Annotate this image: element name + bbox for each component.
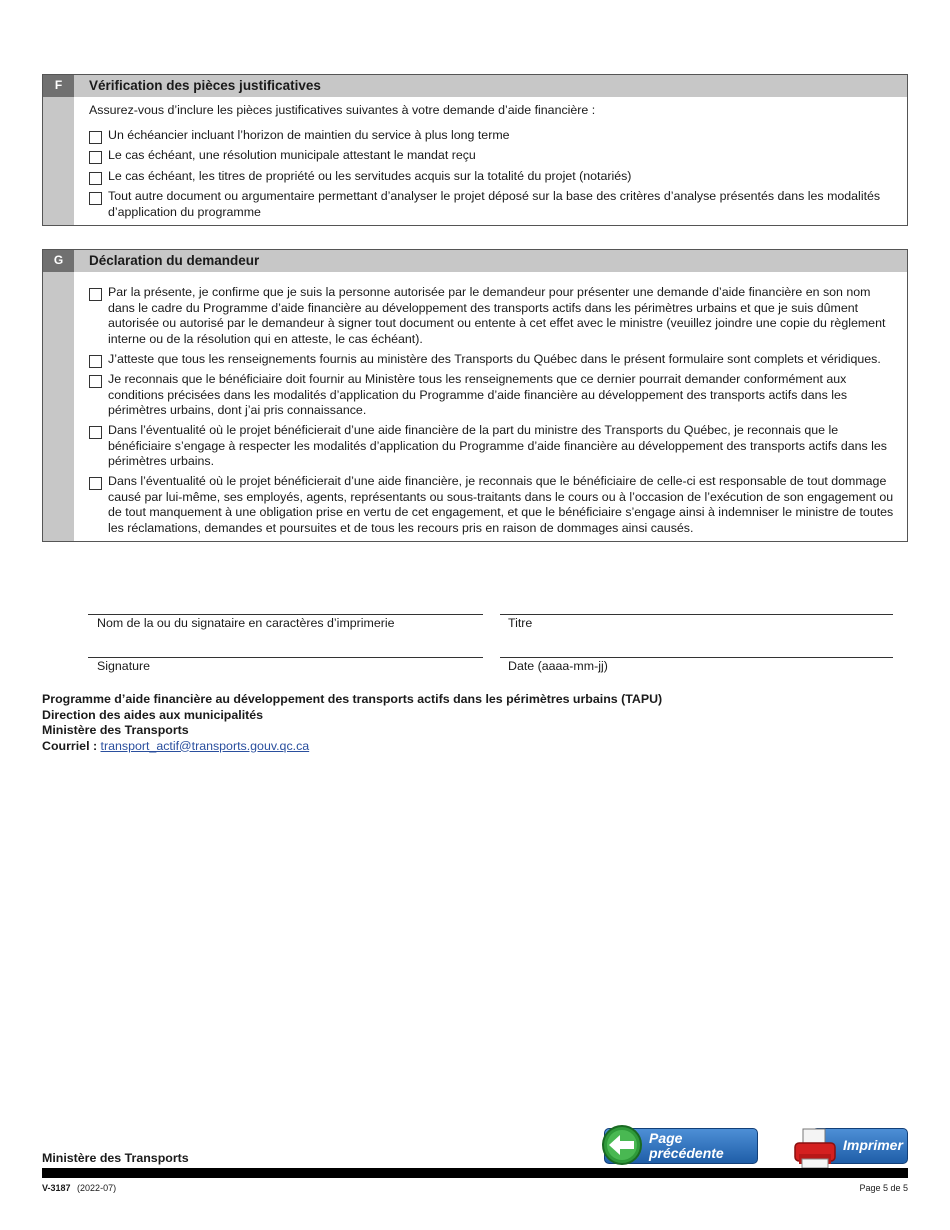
email-row bbox=[42, 739, 662, 755]
signatory-name-label: Nom de la ou du signataire en caractères d’imprimerie bbox=[97, 616, 395, 630]
checkbox[interactable] bbox=[89, 477, 102, 490]
checklist-item-label: Le cas échéant, les titres de propriété ou les servitudes acquis sur la totalité du projet (notariés) bbox=[108, 169, 632, 183]
ministry-name: Ministère des Transports bbox=[42, 723, 189, 737]
checkbox[interactable] bbox=[89, 151, 102, 164]
program-name: Programme d’aide financière au développement des transports actifs dans les périmètres urbains (TAPU) bbox=[42, 692, 663, 706]
checklist-item bbox=[89, 128, 897, 144]
checklist-item-label: Un échéancier incluant l’horizon de maintien du service à plus long terme bbox=[108, 128, 510, 142]
checkbox[interactable] bbox=[89, 192, 102, 205]
checklist-item-label: Tout autre document ou argumentaire permettant d’analyser le projet déposé sur la base des critères d’analyse présentés dans les modalités d’application du programme bbox=[108, 189, 881, 219]
checklist-item bbox=[89, 189, 897, 220]
section-f-letter: F bbox=[43, 75, 74, 97]
footer-bar bbox=[42, 1168, 908, 1178]
declaration-item bbox=[89, 372, 897, 419]
checkbox[interactable] bbox=[89, 355, 102, 368]
printer-icon bbox=[793, 1128, 841, 1170]
section-g-letter: G bbox=[43, 250, 74, 272]
checklist-item bbox=[89, 148, 897, 164]
section-g-gutter bbox=[43, 272, 74, 541]
email-link[interactable]: transport_actif@transports.gouv.qc.ca bbox=[100, 738, 310, 753]
checklist-item bbox=[89, 169, 897, 185]
declaration-item-label: Dans l’éventualité où le projet bénéficierait d’une aide financière, je reconnais que le bénéficiaire de celle-ci est responsable de tout dommage causé par lui-même, ses employés, agents, représentants ou sous-traitants dans le cours ou à l’occasion de l’exécution de son engagement ou de tout manquement à une obligation prise en vertu de cet engagement, et que le bénéficiaire s’engage ainsi à indemniser le ministre de toutes les réclamations, demandes et poursuites et de tous les recours pris en raison de dommages ainsi causés. bbox=[108, 474, 894, 535]
date-line[interactable] bbox=[500, 657, 893, 658]
signature-label: Signature bbox=[97, 659, 151, 673]
checkbox[interactable] bbox=[89, 288, 102, 301]
title-line[interactable] bbox=[500, 614, 893, 615]
page-number: Page 5 de 5 bbox=[859, 1183, 908, 1193]
previous-page-label: Page précédente bbox=[649, 1129, 724, 1161]
declaration-item bbox=[89, 474, 897, 536]
previous-page-button[interactable] bbox=[604, 1128, 758, 1164]
section-f-title: Vérification des pièces justificatives bbox=[74, 75, 907, 97]
checkbox[interactable] bbox=[89, 172, 102, 185]
declaration-item-label: Je reconnais que le bénéficiaire doit fournir au Ministère tous les renseignements que ce dernier pourrait demander conformément aux conditions précisées dans les modalités d’application du Programme d’aide financière au développement des transports actifs dans les périmètres urbains, dont j’ai pris connaissance. bbox=[108, 372, 848, 417]
back-arrow-icon bbox=[601, 1124, 643, 1166]
form-code-row bbox=[42, 1181, 116, 1197]
declaration-item bbox=[89, 352, 897, 368]
direction-name: Direction des aides aux municipalités bbox=[42, 707, 264, 722]
section-f-gutter bbox=[43, 97, 74, 225]
declaration-item-label: Dans l’éventualité où le projet bénéficierait d’une aide financière de la part du ministre des Transports du Québec, je reconnais que le bénéficiaire s’engage à respecter les modalités d’application du Programme d’aide financière au développement des transports actifs dans les périmètres urbains. bbox=[108, 423, 887, 468]
declaration-item bbox=[89, 423, 897, 470]
declaration-item-label: J’atteste que tous les renseignements fournis au ministère des Transports du Québec dans le présent formulaire sont complets et véridiques. bbox=[108, 352, 881, 366]
date-label: Date (aaaa-mm-jj) bbox=[508, 659, 608, 673]
signature-line[interactable] bbox=[88, 657, 483, 658]
form-date: (2022-07) bbox=[77, 1183, 117, 1193]
form-code: V-3187 bbox=[42, 1183, 71, 1193]
checkbox[interactable] bbox=[89, 131, 102, 144]
print-label: Imprimer bbox=[843, 1137, 903, 1154]
checkbox[interactable] bbox=[89, 426, 102, 439]
title-label: Titre bbox=[508, 616, 533, 630]
section-g bbox=[42, 249, 908, 542]
declaration-item-label: Par la présente, je confirme que je suis la personne autorisée par le demandeur pour présenter une demande d’aide financière en son nom dans le cadre du Programme d’aide financière au développement des transports actifs dans les périmètres urbains et que je suis dûment autorisée ou autorisé par le demandeur à signer tout document ou entente à cet effet avec le ministre (veuillez joindre une copie du règlement interne ou de la résolution qui en atteste, le cas échéant). bbox=[108, 285, 886, 346]
contact-info bbox=[42, 692, 662, 754]
email-label: Courriel : bbox=[42, 738, 98, 753]
checklist-item-label: Le cas échéant, une résolution municipale attestant le mandat reçu bbox=[108, 148, 476, 162]
section-f bbox=[42, 74, 908, 226]
section-f-intro: Assurez-vous d’inclure les pièces justificatives suivantes à votre demande d’aide financière : bbox=[89, 103, 596, 117]
section-g-title: Déclaration du demandeur bbox=[74, 250, 907, 272]
signatory-name-line[interactable] bbox=[88, 614, 483, 615]
declaration-item bbox=[89, 285, 897, 347]
checkbox[interactable] bbox=[89, 375, 102, 388]
footer-ministry: Ministère des Transports bbox=[42, 1151, 189, 1165]
